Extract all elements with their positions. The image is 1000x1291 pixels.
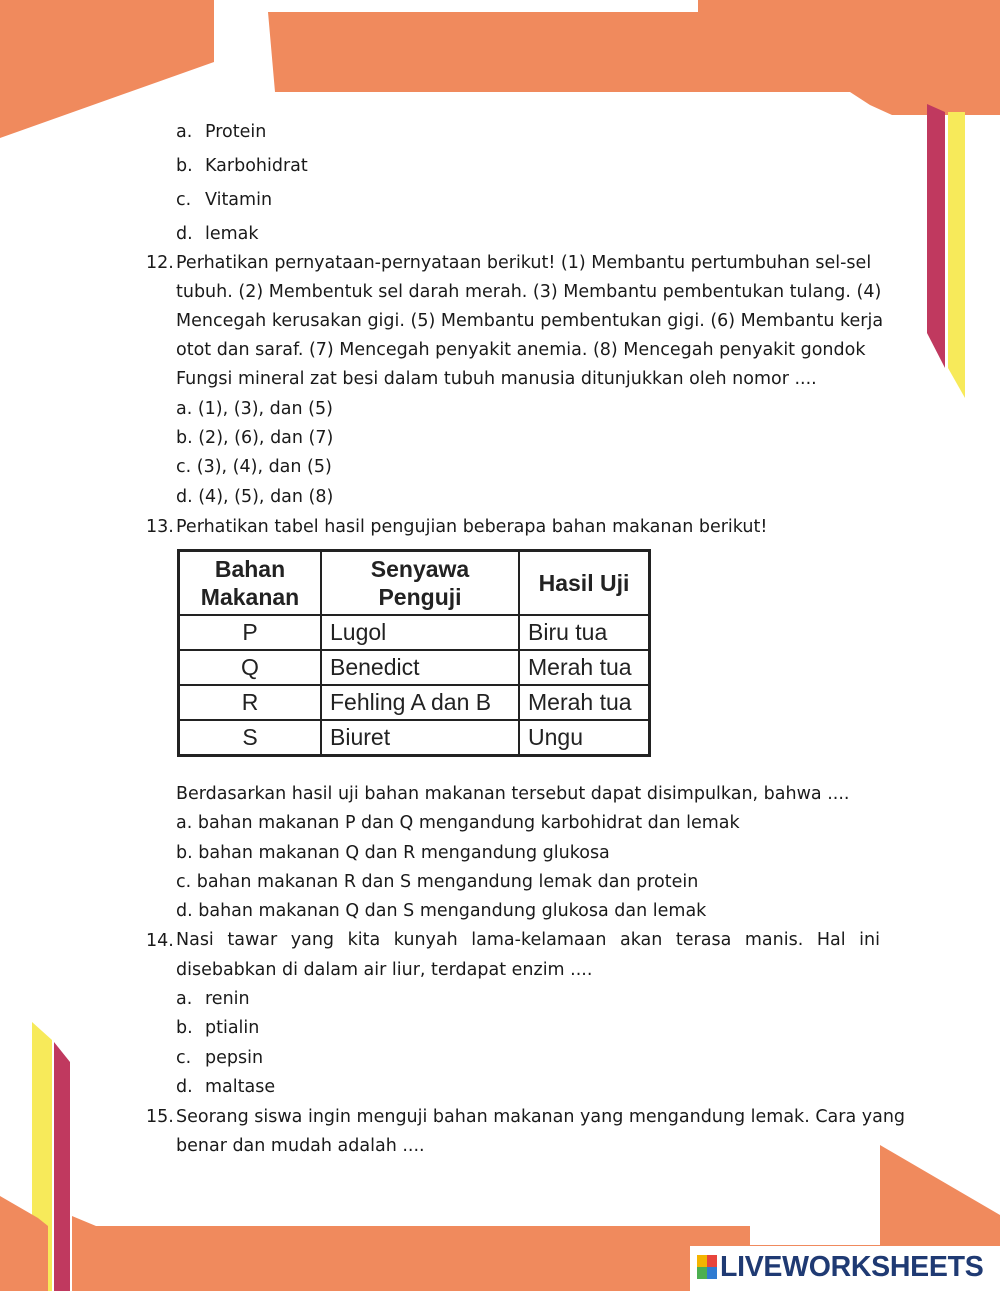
q12-text-line-4: otot dan saraf. (7) Mencegah penyakit anemia. (8) Mencegah penyakit gondok bbox=[176, 340, 866, 360]
decor-top-right-orange bbox=[268, 0, 1000, 115]
option-letter: c. bbox=[176, 1048, 192, 1068]
table-row bbox=[179, 685, 650, 720]
cell-senyawa: Lugol bbox=[321, 615, 519, 650]
q12-option-c: c. (3), (4), dan (5) bbox=[176, 457, 332, 477]
option-letter: a. bbox=[176, 122, 193, 142]
option-text: ptialin bbox=[205, 1018, 260, 1038]
q14-option-b bbox=[176, 1016, 260, 1040]
q13-option-d: d. bahan makanan Q dan S mengandung glukosa dan lemak bbox=[176, 901, 707, 921]
q11-option-a bbox=[176, 120, 267, 144]
header-line: Bahan bbox=[214, 556, 286, 582]
option-letter: b. bbox=[176, 1018, 193, 1038]
cell-bahan: S bbox=[179, 720, 322, 756]
q14-text-line-1: Nasi tawar yang kita kunyah lama-kelamaan akan terasa manis. Hal ini bbox=[176, 930, 880, 950]
q14-option-a bbox=[176, 987, 250, 1011]
header-line: Senyawa bbox=[370, 556, 470, 582]
q12-text-line-3: Mencegah kerusakan gigi. (5) Membantu pembentukan gigi. (6) Membantu kerja bbox=[176, 311, 884, 331]
q12-option-d: d. (4), (5), dan (8) bbox=[176, 487, 334, 507]
option-letter: d. bbox=[176, 224, 193, 244]
q15-number: 15. bbox=[146, 1107, 174, 1127]
cell-bahan: R bbox=[179, 685, 322, 720]
cell-hasil: Merah tua bbox=[519, 685, 650, 720]
cell-bahan: P bbox=[179, 615, 322, 650]
cell-senyawa: Fehling A dan B bbox=[321, 685, 519, 720]
header-line: Hasil Uji bbox=[538, 570, 630, 596]
header-hasil-uji bbox=[519, 551, 650, 616]
cell-hasil: Ungu bbox=[519, 720, 650, 756]
q15-text-line-2: benar dan mudah adalah .... bbox=[176, 1136, 425, 1156]
cell-hasil: Merah tua bbox=[519, 650, 650, 685]
q12-number: 12. bbox=[146, 253, 174, 273]
food-test-table bbox=[177, 549, 651, 757]
q12-text-line-5: Fungsi mineral zat besi dalam tubuh manusia ditunjukkan oleh nomor .... bbox=[176, 369, 817, 389]
q11-option-b bbox=[176, 154, 308, 178]
header-senyawa-penguji bbox=[321, 551, 519, 616]
option-letter: a. bbox=[176, 989, 193, 1009]
cell-senyawa: Biuret bbox=[321, 720, 519, 756]
q13-text: Perhatikan tabel hasil pengujian beberapa bahan makanan berikut! bbox=[176, 517, 768, 537]
q13-number: 13. bbox=[146, 517, 174, 537]
q13-option-a: a. bahan makanan P dan Q mengandung karbohidrat dan lemak bbox=[176, 813, 740, 833]
decor-bottom-right-orange bbox=[880, 1145, 1000, 1250]
option-letter: b. bbox=[176, 156, 193, 176]
q14-number: 14. bbox=[146, 931, 174, 951]
q12-option-a: a. (1), (3), dan (5) bbox=[176, 399, 333, 419]
q14-option-c bbox=[176, 1046, 264, 1070]
cell-bahan: Q bbox=[179, 650, 322, 685]
q11-option-c bbox=[176, 188, 273, 212]
decor-right-magenta-stripe bbox=[927, 104, 945, 368]
q15-text-line-1: Seorang siswa ingin menguji bahan makanan yang mengandung lemak. Cara yang bbox=[176, 1107, 906, 1127]
decor-top-left-orange bbox=[0, 0, 214, 138]
cell-hasil: Biru tua bbox=[519, 615, 650, 650]
option-text: Karbohidrat bbox=[205, 156, 308, 176]
liveworksheets-logo bbox=[697, 1252, 983, 1282]
q12-text-line-1: Perhatikan pernyataan-pernyataan berikut! (1) Membantu pertumbuhan sel-sel bbox=[176, 253, 872, 273]
header-line: Makanan bbox=[200, 584, 300, 610]
option-text: maltase bbox=[205, 1077, 276, 1097]
q14-option-d bbox=[176, 1075, 276, 1099]
q13-conclusion: Berdasarkan hasil uji bahan makanan tersebut dapat disimpulkan, bahwa .... bbox=[176, 784, 850, 804]
table-row bbox=[179, 615, 650, 650]
q12-text-line-2: tubuh. (2) Membentuk sel darah merah. (3) Membantu pembentukan tulang. (4) bbox=[176, 282, 882, 302]
option-text: renin bbox=[205, 989, 250, 1009]
q12-option-b: b. (2), (6), dan (7) bbox=[176, 428, 334, 448]
header-line: Penguji bbox=[378, 584, 462, 610]
q13-option-c: c. bahan makanan R dan S mengandung lemak dan protein bbox=[176, 872, 699, 892]
table-row bbox=[179, 650, 650, 685]
q13-option-b: b. bahan makanan Q dan R mengandung glukosa bbox=[176, 843, 610, 863]
option-text: pepsin bbox=[205, 1048, 264, 1068]
decor-right-yellow-stripe bbox=[948, 112, 965, 398]
option-letter: c. bbox=[176, 190, 192, 210]
cell-senyawa: Benedict bbox=[321, 650, 519, 685]
table-header-row bbox=[179, 551, 650, 616]
header-bahan-makanan bbox=[179, 551, 322, 616]
option-text: Protein bbox=[205, 122, 267, 142]
brand-name: LIVEWORKSHEETS bbox=[720, 1251, 984, 1283]
option-text: lemak bbox=[205, 224, 259, 244]
table-row bbox=[179, 720, 650, 756]
option-letter: d. bbox=[176, 1077, 193, 1097]
q14-text-line-2: disebabkan di dalam air liur, terdapat enzim .... bbox=[176, 960, 593, 980]
logo-icon bbox=[697, 1255, 717, 1279]
option-text: Vitamin bbox=[205, 190, 273, 210]
decor-left-magenta-stripe bbox=[54, 1042, 70, 1291]
q11-option-d bbox=[176, 222, 259, 246]
